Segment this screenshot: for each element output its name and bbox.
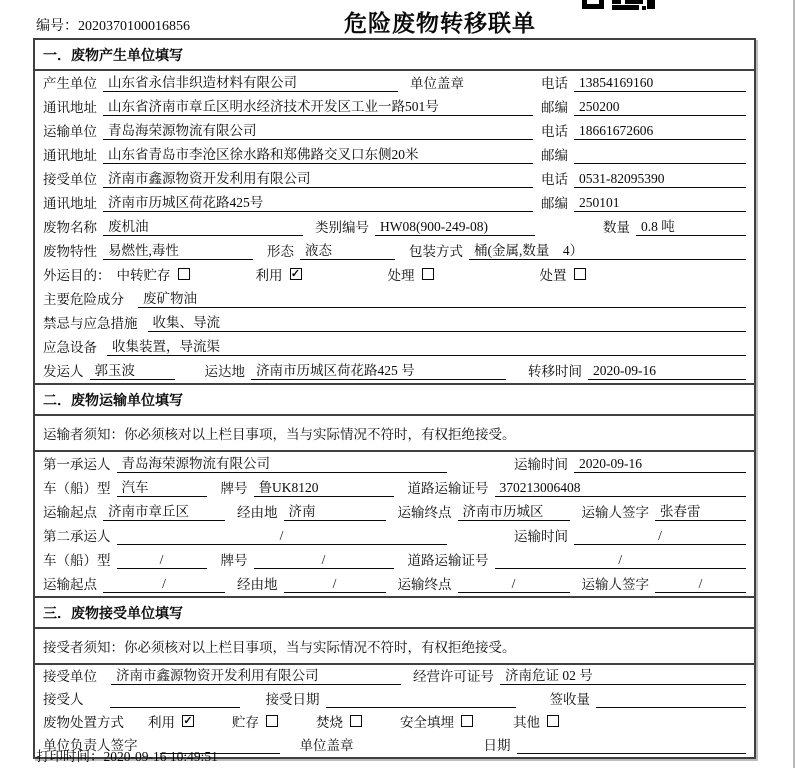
print-time-value: 2020-09-16 10:49:51 [103, 749, 218, 764]
transport-time-label: 运输时间 [514, 457, 568, 472]
received-amount-value [596, 691, 746, 708]
license-label: 经营许可证号 [413, 669, 494, 684]
option-utilize [256, 264, 302, 284]
manifest-form [33, 38, 756, 759]
carrier-sign-label: 运输人签字 [581, 577, 649, 592]
producer-unit-value: 山东省永信非织造材料有限公司 [103, 71, 398, 92]
row-receiving-unit [35, 665, 754, 688]
option-incinerate [316, 711, 362, 731]
via-label: 经由地 [237, 505, 278, 520]
option-label: 贮存 [232, 715, 259, 730]
phone-label: 电话 [541, 76, 568, 91]
option-other [513, 711, 559, 731]
date-label: 日期 [483, 738, 511, 753]
row-second-carrier [35, 524, 754, 548]
transport-time-2-value: / [574, 528, 746, 545]
section-producer [33, 38, 756, 385]
row-route-2 [35, 572, 754, 596]
option-treat [388, 264, 434, 284]
vehicle-type-2-value: / [117, 552, 207, 569]
field-label: 应急设备 [43, 340, 97, 355]
date-value [517, 737, 747, 754]
page-title: 危险废物转移联单 [344, 10, 536, 36]
field-label: 运输起点 [43, 577, 97, 592]
field-label: 废物名称 [43, 220, 97, 235]
print-time-label: 打印时间： [36, 749, 104, 764]
row-vehicle-type-2 [35, 548, 754, 572]
transport-unit-value: 青岛海荣源物流有限公司 [103, 119, 533, 140]
terminal-value: 济南市历城区 [458, 500, 570, 521]
vehicle-type-value: 汽车 [117, 476, 207, 497]
carrier-sign-value: 张春雷 [655, 500, 746, 521]
road-permit-label: 道路运输证号 [407, 481, 489, 496]
row-emergency-measures [35, 311, 754, 335]
print-time [36, 745, 218, 765]
row-consignor [35, 359, 754, 383]
field-label: 单位负责人签字 [43, 738, 138, 753]
emergency-measures-value: 收集、导流 [148, 311, 747, 332]
transport-phone-value: 18661672606 [574, 123, 746, 140]
row-receiver-unit [35, 167, 754, 191]
receiver-unit-value: 济南市鑫源物资开发利用有限公司 [103, 167, 533, 188]
quantity-label: 数量 [603, 220, 630, 235]
field-label: 运输起点 [43, 505, 97, 520]
receiver-address-value: 济南市历城区荷花路425号 [103, 191, 533, 212]
received-amount-label: 签收量 [549, 692, 590, 707]
row-receiver-address [35, 191, 754, 215]
carrier-sign-label: 运输人签字 [581, 505, 649, 520]
receiver-notice: 接受者须知：你必须核对以上栏目事项，当与实际情况不符时，有权拒绝接受。 [35, 629, 754, 665]
option-transfer-storage [117, 264, 190, 284]
transfer-time-label: 转移时间 [528, 364, 582, 379]
checkbox-treat[interactable] [422, 268, 434, 280]
field-label: 产生单位 [43, 76, 97, 91]
option-label: 焚烧 [316, 715, 343, 730]
origin-2-value: / [103, 576, 225, 593]
terminal-label: 运输终点 [397, 505, 452, 520]
option-landfill [400, 711, 473, 731]
field-label: 接受单位 [43, 669, 97, 684]
row-producer-unit [35, 71, 754, 95]
field-label: 通讯地址 [43, 148, 97, 163]
consignor-value: 郭玉波 [90, 359, 175, 380]
row-producer-address [35, 95, 754, 119]
producer-postcode-value: 250200 [574, 99, 746, 116]
via-label: 经由地 [237, 577, 278, 592]
checkbox-store[interactable] [266, 715, 278, 727]
second-carrier-value: / [117, 528, 447, 545]
field-label: 发运人 [43, 364, 84, 379]
emergency-equipment-value: 收集装置，导流渠 [107, 335, 746, 356]
serial-value: 2020370100016856 [78, 19, 190, 34]
receive-date-label: 接受日期 [265, 692, 320, 707]
option-label: 安全填埋 [400, 715, 454, 730]
transfer-time-value: 2020-09-16 [588, 363, 746, 380]
checkbox-utilize[interactable] [290, 268, 302, 280]
producer-phone-value: 13854169160 [574, 75, 746, 92]
receiver-postcode-value: 250101 [574, 195, 746, 212]
road-permit-label: 道路运输证号 [407, 553, 489, 568]
phone-label: 电话 [541, 172, 568, 187]
section-transporter-header: 二．废物运输单位填写 [35, 385, 754, 416]
option-label: 处理 [387, 268, 415, 283]
category-code-value: HW08(900-249-08) [375, 219, 535, 236]
carrier-sign-2-value: / [655, 576, 746, 593]
transporter-notice: 运输者须知：你必须核对以上栏目事项，当与实际情况不符时，有权拒绝接受。 [35, 416, 754, 452]
row-outbound-purpose [35, 263, 754, 287]
plate-label: 牌号 [220, 553, 248, 568]
row-disposal-method [35, 711, 754, 734]
unit-seal-label: 单位盖章 [299, 738, 354, 753]
transport-time-value: 2020-09-16 [574, 456, 746, 473]
field-label: 接受单位 [43, 172, 97, 187]
outbound-purpose-label: 外运目的： [43, 268, 111, 283]
via-value: 济南 [284, 500, 386, 521]
packaging-value: 桶(金属,数量 4） [469, 239, 746, 260]
field-label: 车（船）型 [43, 481, 111, 496]
field-label: 通讯地址 [43, 196, 97, 211]
first-carrier-value: 青岛海荣源物流有限公司 [117, 452, 447, 473]
section-transporter [33, 383, 756, 598]
unit-seal-label: 单位盖章 [410, 76, 464, 91]
receive-date-value [326, 691, 516, 708]
row-transport-unit [35, 119, 754, 143]
transport-time-label: 运输时间 [514, 529, 568, 544]
plate-value: 鲁UK8120 [254, 476, 394, 497]
field-label: 废物特性 [43, 244, 97, 259]
destination-label: 运达地 [204, 364, 245, 379]
field-label: 第二承运人 [43, 529, 111, 544]
field-label: 接受人 [43, 692, 84, 707]
disposal-method-label: 废物处置方式 [43, 715, 124, 730]
option-store [232, 711, 278, 731]
terminal-label: 运输终点 [397, 577, 452, 592]
section-producer-header: 一．废物产生单位填写 [35, 40, 754, 71]
checkbox-incinerate[interactable] [350, 715, 362, 727]
option-label: 中转贮存 [116, 268, 171, 283]
destination-value: 济南市历城区荷花路425 号 [251, 359, 506, 380]
option-label: 处置 [539, 268, 567, 283]
row-waste-name [35, 215, 754, 239]
checkbox-utilize[interactable] [182, 715, 194, 727]
postcode-label: 邮编 [541, 148, 568, 163]
license-value: 济南危证 02 号 [500, 664, 746, 685]
checkbox-other[interactable] [547, 715, 559, 727]
road-permit-value: 370213006408 [495, 480, 747, 497]
form-state-label: 形态 [267, 244, 294, 259]
waste-name-value: 废机油 [103, 215, 303, 236]
option-dispose [540, 264, 586, 284]
checkbox-transfer-storage[interactable] [178, 268, 190, 280]
section-receiver-header: 三．废物接受单位填写 [35, 598, 754, 629]
serial-label: 编号： [36, 19, 78, 34]
hazard-component-value: 废矿物油 [138, 287, 746, 308]
option-label: 利用 [255, 268, 283, 283]
packaging-label: 包装方式 [409, 244, 463, 259]
road-permit-2-value: / [495, 552, 747, 569]
option-utilize [148, 711, 194, 731]
producer-address-value: 山东省济南市章丘区明水经济技术开发区工业一路501号 [103, 95, 533, 116]
plate-label: 牌号 [220, 481, 248, 496]
plate-2-value: / [254, 552, 394, 569]
category-code-label: 类别编号 [315, 220, 369, 235]
row-receiver-person [35, 688, 754, 711]
row-vehicle-type-1 [35, 476, 754, 500]
row-transport-address [35, 143, 754, 167]
origin-value: 济南市章丘区 [103, 500, 225, 521]
option-label: 其他 [513, 715, 540, 730]
receiver-person-value [110, 691, 240, 708]
checkbox-dispose[interactable] [574, 268, 586, 280]
form-state-value: 液态 [300, 239, 395, 260]
phone-label: 电话 [541, 124, 568, 139]
section-receiver [33, 596, 756, 759]
row-emergency-equipment [35, 335, 754, 359]
row-first-carrier [35, 452, 754, 476]
row-waste-property [35, 239, 754, 263]
quantity-value: 0.8 吨 [636, 215, 746, 236]
transport-postcode-value [574, 147, 746, 164]
waste-property-value: 易燃性,毒性 [103, 239, 253, 260]
page-right-edge [793, 0, 795, 768]
field-label: 车（船）型 [43, 553, 111, 568]
field-label: 第一承运人 [43, 457, 111, 472]
field-label: 通讯地址 [43, 100, 97, 115]
field-label: 运输单位 [43, 124, 97, 139]
receiver-phone-value: 0531-82095390 [574, 171, 746, 188]
checkbox-landfill[interactable] [461, 715, 473, 727]
field-label: 禁忌与应急措施 [43, 316, 138, 331]
row-route-1 [35, 500, 754, 524]
terminal-2-value: / [458, 576, 570, 593]
via-2-value: / [284, 576, 386, 593]
field-label: 主要危险成分 [43, 292, 124, 307]
option-label: 利用 [148, 715, 175, 730]
receiving-unit-value: 济南市鑫源物资开发利用有限公司 [111, 664, 401, 685]
row-hazard-component [35, 287, 754, 311]
postcode-label: 邮编 [541, 100, 568, 115]
transport-address-value: 山东省青岛市李沧区徐水路和郑佛路交叉口东侧20米 [103, 143, 533, 164]
postcode-label: 邮编 [541, 196, 568, 211]
